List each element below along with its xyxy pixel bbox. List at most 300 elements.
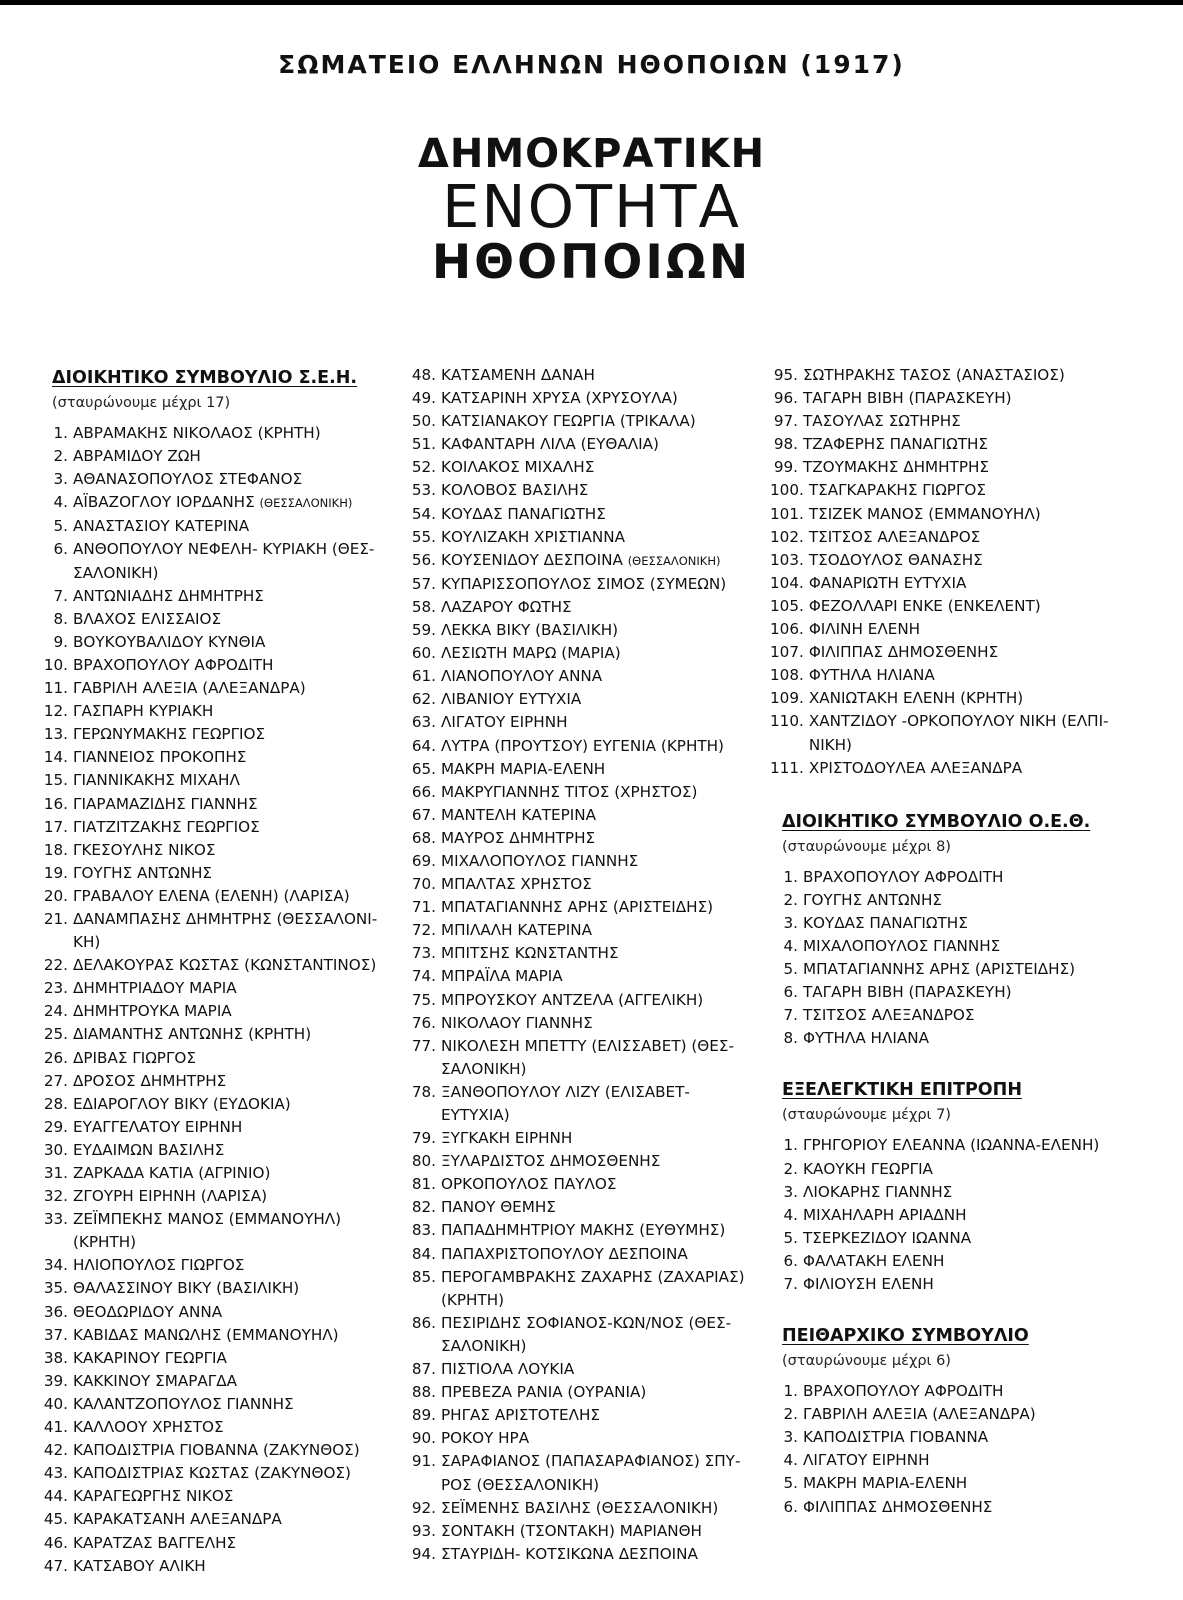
member-name: ΓΑΒΡΙΛΗ ΑΛΕΞΙΑ (ΑΛΕΞΑΝΔΡΑ) <box>73 679 306 698</box>
list-item <box>40 1485 390 1508</box>
item-number: 41. <box>43 1418 68 1437</box>
item-number: 53. <box>411 481 436 500</box>
list-item <box>770 549 1130 572</box>
list-item <box>40 862 390 885</box>
item-number: 6. <box>783 1497 798 1516</box>
list-item <box>770 1250 1130 1273</box>
member-name: ΑΝΘΟΠΟΥΛΟΥ ΝΕΦΕΛΗ- ΚΥΡΙΑΚΗ (ΘΕΣ-ΣΑΛΟΝΙΚΗ) <box>73 540 375 582</box>
list-item <box>408 1266 753 1312</box>
logo <box>0 131 1183 290</box>
item-number: 102. <box>770 527 804 546</box>
oeth-list <box>770 866 1130 1051</box>
list-item <box>40 1324 390 1347</box>
member-name: ΧΡΙΣΤΟΔΟΥΛΕΑ ΑΛΕΞΑΝΔΡΑ <box>808 758 1023 777</box>
column-1 <box>40 364 390 1578</box>
member-name: ΝΙΚΟΛΕΣΗ ΜΠΕΤΤΥ (ΕΛΙΣΣΑΒΕΤ) (ΘΕΣ-ΣΑΛΟΝΙΚΗ) <box>441 1036 734 1078</box>
member-name: ΒΡΑΧΟΠΟΥΛΟΥ ΑΦΡΟΔΙΤΗ <box>803 867 1004 886</box>
item-number: 37. <box>43 1325 68 1344</box>
member-name: ΜΑΥΡΟΣ ΔΗΜΗΤΡΗΣ <box>441 828 596 847</box>
list-item <box>40 839 390 862</box>
item-number: 22. <box>43 956 68 975</box>
item-number: 88. <box>411 1383 436 1402</box>
member-name: ΚΑΤΣΙΑΝΑΚΟΥ ΓΕΩΡΓΙΑ (ΤΡΙΚΑΛΑ) <box>441 412 696 431</box>
list-item <box>770 503 1130 526</box>
member-name: ΚΟΥΛΙΖΑΚΗ ΧΡΙΣΤΙΑΝΝΑ <box>441 527 625 546</box>
list-item <box>40 1139 390 1162</box>
list-item <box>770 364 1130 387</box>
member-name: ΑΘΑΝΑΣΟΠΟΥΛΟΣ ΣΤΕΦΑΝΟΣ <box>73 470 303 489</box>
member-name: ΠΑΝΟΥ ΘΕΜΗΣ <box>441 1198 556 1217</box>
list-item <box>40 538 390 584</box>
member-name: ΓΟΥΓΗΣ ΑΝΤΩΝΗΣ <box>803 890 943 909</box>
member-name: ΡΟΚΟΥ ΗΡΑ <box>441 1429 530 1448</box>
list-item <box>408 503 753 526</box>
column-3 <box>770 364 1130 1519</box>
member-name: ΦΙΛΙΝΗ ΕΛΕΝΗ <box>808 620 921 639</box>
item-number: 45. <box>43 1510 68 1529</box>
list-item <box>770 958 1130 981</box>
list-item <box>40 631 390 654</box>
member-name: ΖΑΡΚΑΔΑ ΚΑΤΙΑ (ΑΓΡΙΝΙΟ) <box>73 1164 271 1182</box>
item-number: 3. <box>53 470 68 489</box>
seh-heading: ΔΙΟΙΚΗΤΙΚΟ ΣΥΜΒΟΥΛΙΟ Σ.Ε.Η. <box>52 368 358 388</box>
member-name: ΡΗΓΑΣ ΑΡΙΣΤΟΤΕΛΗΣ <box>441 1406 600 1425</box>
list-item <box>408 965 753 988</box>
member-name: ΞΥΛΑΡΔΙΣΤΟΣ ΔΗΜΟΣΘΕΝΗΣ <box>441 1152 661 1171</box>
item-number: 81. <box>411 1175 436 1194</box>
item-number: 78. <box>411 1082 436 1101</box>
item-number: 83. <box>411 1221 436 1240</box>
member-name: ΚΟΙΛΑΚΟΣ ΜΙΧΑΛΗΣ <box>441 458 595 477</box>
member-name: ΒΡΑΧΟΠΟΥΛΟΥ ΑΦΡΟΔΙΤΗ <box>803 1382 1004 1401</box>
list-item <box>770 1449 1130 1472</box>
city-suffix: (ΘΕΣΣΑΛΟΝΙΚΗ) <box>627 553 721 568</box>
item-number: 93. <box>411 1521 436 1540</box>
list-item <box>40 1393 390 1416</box>
member-name: ΤΑΓΑΡΗ ΒΙΒΗ (ΠΑΡΑΣΚΕΥΗ) <box>803 983 1012 1002</box>
item-number: 85. <box>411 1267 436 1286</box>
item-number: 1. <box>783 867 798 886</box>
list-item <box>408 1150 753 1173</box>
list-item <box>408 456 753 479</box>
list-item <box>408 665 753 688</box>
item-number: 50. <box>411 412 436 431</box>
member-name: ΧΑΝΙΩΤΑΚΗ ΕΛΕΝΗ (ΚΡΗΤΗ) <box>808 689 1024 708</box>
list-item <box>770 456 1130 479</box>
member-name: ΧΑΝΤΖΙΔΟΥ -ΟΡΚΟΠΟΥΛΟΥ ΝΙΚΗ (ΕΛΠΙ-ΝΙΚΗ) <box>808 712 1109 754</box>
list-item <box>770 1496 1130 1519</box>
list-item <box>770 410 1130 433</box>
item-number: 74. <box>411 967 436 986</box>
list-item <box>40 1555 390 1578</box>
list-item <box>770 1204 1130 1227</box>
member-name: ΓΡΑΒΑΛΟΥ ΕΛΕΝΑ (ΕΛΕΝΗ) (ΛΑΡΙΣΑ) <box>73 886 350 905</box>
member-name: ΚΑΤΣΑΒΟΥ ΑΛΙΚΗ <box>73 1556 206 1575</box>
item-number: 33. <box>43 1210 68 1229</box>
member-name: ΜΑΚΡΗ ΜΑΡΙΑ-ΕΛΕΝΗ <box>441 759 606 778</box>
audit-note: (σταυρώνουμε μέχρι 7) <box>782 1107 951 1124</box>
page-title: ΣΩΜΑΤΕΙΟ ΕΛΛΗΝΩΝ ΗΘΟΠΟΙΩΝ (1917) <box>278 50 905 79</box>
item-number: 2. <box>783 1405 798 1424</box>
member-name: ΚΑΠΟΔΙΣΤΡΙΑ ΓΙΟΒΑΝΝΑ (ΖΑΚΥΝΘΟΣ) <box>73 1441 360 1460</box>
item-number: 76. <box>411 1013 436 1032</box>
member-name: ΛΙΓΑΤΟΥ ΕΙΡΗΝΗ <box>441 713 568 732</box>
item-number: 89. <box>411 1406 436 1425</box>
list-item <box>408 433 753 456</box>
member-name: ΣΩΤΗΡΑΚΗΣ ΤΑΣΟΣ (ΑΝΑΣΤΑΣΙΟΣ) <box>803 366 1065 384</box>
member-name: ΚΑΤΣΑΜΕΝΗ ΔΑΝΑΗ <box>441 366 595 384</box>
item-number: 4. <box>783 1205 798 1224</box>
list-item <box>770 387 1130 410</box>
item-number: 21. <box>43 909 68 928</box>
member-name: ΓΟΥΓΗΣ ΑΝΤΩΝΗΣ <box>73 863 213 882</box>
member-name: ΜΠΑΛΤΑΣ ΧΡΗΣΤΟΣ <box>441 875 592 894</box>
list-item <box>40 1462 390 1485</box>
item-number: 87. <box>411 1360 436 1379</box>
list-item <box>770 912 1130 935</box>
item-number: 110. <box>770 712 804 731</box>
item-number: 69. <box>411 851 436 870</box>
item-number: 71. <box>411 898 436 917</box>
list-item <box>770 618 1130 641</box>
member-name: ΚΑΠΟΔΙΣΤΡΙΑΣ ΚΩΣΤΑΣ (ΖΑΚΥΝΘΟΣ) <box>73 1464 351 1483</box>
member-name: ΜΑΚΡΥΓΙΑΝΝΗΣ ΤΙΤΟΣ (ΧΡΗΣΤΟΣ) <box>441 782 698 801</box>
member-name: ΤΣΙΖΕΚ ΜΑΝΟΣ (ΕΜΜΑΝΟΥΗΛ) <box>808 504 1041 523</box>
member-name: ΓΙΑΝΝΙΚΑΚΗΣ ΜΙΧΑΗΛ <box>73 771 240 790</box>
list-item <box>770 1181 1130 1204</box>
list-item <box>408 1219 753 1242</box>
member-name: ΠΙΣΤΙΟΛΑ ΛΟΥΚΙΑ <box>441 1360 575 1379</box>
item-number: 10. <box>43 655 68 674</box>
item-number: 103. <box>770 550 804 569</box>
oeth-heading: ΔΙΟΙΚΗΤΙΚΟ ΣΥΜΒΟΥΛΙΟ Ο.Ε.Θ. <box>782 811 1091 832</box>
list-item <box>408 1358 753 1381</box>
member-name: ΤΖΟΥΜΑΚΗΣ ΔΗΜΗΤΡΗΣ <box>803 458 989 477</box>
list-item <box>408 596 753 619</box>
item-number: 109. <box>770 689 804 708</box>
list-item <box>40 977 390 1000</box>
item-number: 3. <box>783 913 798 932</box>
list-item <box>408 1127 753 1150</box>
item-number: 64. <box>411 736 436 755</box>
member-name: ΠΡΕΒΕΖΑ ΡΑΝΙΑ (ΟΥΡΑΝΙΑ) <box>441 1383 647 1402</box>
list-item <box>770 479 1130 502</box>
item-number: 31. <box>43 1164 68 1182</box>
member-name: ΛΑΖΑΡΟΥ ΦΩΤΗΣ <box>441 597 572 616</box>
item-number: 49. <box>411 389 436 408</box>
logo-line-2: ΕΝΟΤΗΤΑ <box>442 172 741 241</box>
list-item <box>408 896 753 919</box>
member-name: ΜΠΙΛΑΛΗ ΚΑΤΕΡΙΝΑ <box>441 921 593 940</box>
list-item <box>408 387 753 410</box>
member-name: ΤΖΑΦΕΡΗΣ ΠΑΝΑΓΙΩΤΗΣ <box>803 435 989 454</box>
item-number: 57. <box>411 574 436 593</box>
member-name: ΑΒΡΑΜΑΚΗΣ ΝΙΚΟΛΑΟΣ (ΚΡΗΤΗ) <box>73 424 321 442</box>
item-number: 51. <box>411 435 436 454</box>
list-item <box>40 1532 390 1555</box>
list-item <box>40 1277 390 1300</box>
item-number: 105. <box>770 596 804 615</box>
member-name: ΜΠΡΟΥΣΚΟΥ ΑΝΤΖΕΛΑ (ΑΓΓΕΛΙΚΗ) <box>441 990 704 1009</box>
member-name: ΗΛΙΟΠΟΥΛΟΣ ΓΙΩΡΓΟΣ <box>73 1256 245 1275</box>
city-suffix: (ΘΕΣΣΑΛΟΝΙΚΗ) <box>259 496 353 511</box>
list-item <box>408 711 753 734</box>
member-name: ΘΕΟΔΩΡΙΔΟΥ ΑΝΝΑ <box>73 1302 223 1321</box>
item-number: 7. <box>783 1006 798 1025</box>
member-name: ΓΡΗΓΟΡΙΟΥ ΕΛΕΑΝΝΑ (ΙΩΑΝΝΑ-ΕΛΕΝΗ) <box>803 1136 1100 1155</box>
item-number: 20. <box>43 886 68 905</box>
member-name: ΣΑΡΑΦΙΑΝΟΣ (ΠΑΠΑΣΑΡΑΦΙΑΝΟΣ) ΣΠΥ-ΡΟΣ (ΘΕΣΣΑΛΟΝΙΚΗ) <box>441 1452 741 1494</box>
item-number: 95. <box>773 366 798 384</box>
list-item <box>40 491 390 515</box>
item-number: 17. <box>43 817 68 836</box>
member-name: ΦΙΛΙΠΠΑΣ ΔΗΜΟΣΘΕΝΗΣ <box>808 643 999 662</box>
seh-list-part-3 <box>770 364 1130 780</box>
list-item <box>770 687 1130 710</box>
member-name: ΚΑΡΑΓΕΩΡΓΗΣ ΝΙΚΟΣ <box>73 1487 234 1506</box>
item-number: 8. <box>783 1029 798 1048</box>
list-item <box>770 1158 1130 1181</box>
item-number: 68. <box>411 828 436 847</box>
item-number: 1. <box>783 1382 798 1401</box>
member-name: ΣΤΑΥΡΙΔΗ- ΚΟΤΣΙΚΩΝΑ ΔΕΣΠΟΙΝΑ <box>441 1544 698 1563</box>
item-number: 36. <box>43 1302 68 1321</box>
member-name: ΜΠΡΑΪΛΑ ΜΑΡΙΑ <box>441 967 563 986</box>
list-item <box>770 433 1130 456</box>
member-name: ΤΣΙΤΣΟΣ ΑΛΕΞΑΝΔΡΟΣ <box>808 527 981 546</box>
item-number: 1. <box>53 424 68 442</box>
member-name: ΤΑΓΑΡΗ ΒΙΒΗ (ΠΑΡΑΣΚΕΥΗ) <box>803 389 1012 408</box>
list-item <box>408 735 753 758</box>
item-number: 96. <box>773 389 798 408</box>
member-name: ΛΕΣΙΩΤΗ ΜΑΡΩ (ΜΑΡΙΑ) <box>441 644 621 663</box>
member-name: ΔΗΜΗΤΡΟΥΚΑ ΜΑΡΙΑ <box>73 1002 232 1021</box>
item-number: 34. <box>43 1256 68 1275</box>
member-name: ΜΠΑΤΑΓΙΑΝΝΗΣ ΑΡΗΣ (ΑΡΙΣΤΕΙΔΗΣ) <box>441 898 714 917</box>
item-number: 40. <box>43 1394 68 1413</box>
item-number: 5. <box>783 1228 798 1247</box>
list-item <box>408 1312 753 1358</box>
member-name: ΜΠΑΤΑΓΙΑΝΝΗΣ ΑΡΗΣ (ΑΡΙΣΤΕΙΔΗΣ) <box>803 960 1076 979</box>
list-item <box>408 1404 753 1427</box>
list-item <box>770 1134 1130 1157</box>
discipline-note: (σταυρώνουμε μέχρι 6) <box>782 1353 951 1370</box>
item-number: 94. <box>411 1544 436 1563</box>
item-number: 38. <box>43 1348 68 1367</box>
item-number: 97. <box>773 412 798 431</box>
list-item <box>408 619 753 642</box>
member-name: ΤΣΟΔΟΥΛΟΣ ΘΑΝΑΣΗΣ <box>808 550 983 569</box>
item-number: 61. <box>411 667 436 686</box>
member-name: ΞΥΓΚΑΚΗ ΕΙΡΗΝΗ <box>441 1129 573 1148</box>
list-item <box>40 677 390 700</box>
item-number: 62. <box>411 690 436 709</box>
member-name: ΚΑΛΛΟΟΥ ΧΡΗΣΤΟΣ <box>73 1418 224 1437</box>
item-number: 30. <box>43 1140 68 1159</box>
member-name: ΔΕΛΑΚΟΥΡΑΣ ΚΩΣΤΑΣ (ΚΩΝΣΤΑΝΤΙΝΟΣ) <box>73 956 377 975</box>
list-item <box>770 1004 1130 1027</box>
item-number: 2. <box>783 890 798 909</box>
list-item <box>40 769 390 792</box>
list-item <box>40 746 390 769</box>
member-name: ΒΟΥΚΟΥΒΑΛΙΔΟΥ ΚΥΝΘΙΑ <box>73 632 266 651</box>
list-item <box>40 1185 390 1208</box>
member-name: ΣΟΝΤΑΚΗ (ΤΣΟΝΤΑΚΗ) ΜΑΡΙΑΝΘΗ <box>441 1521 702 1540</box>
item-number: 11. <box>43 679 68 698</box>
member-name: ΓΙΑΡΑΜΑΖΙΔΗΣ ΓΙΑΝΝΗΣ <box>73 794 258 813</box>
list-item <box>770 595 1130 618</box>
item-number: 7. <box>783 1275 798 1293</box>
item-number: 14. <box>43 748 68 767</box>
list-item <box>770 1472 1130 1495</box>
list-item <box>408 364 753 387</box>
item-number: 72. <box>411 921 436 940</box>
member-name: ΜΙΧΑΛΟΠΟΥΛΟΣ ΓΙΑΝΝΗΣ <box>803 936 1001 955</box>
list-item <box>770 981 1130 1004</box>
item-number: 98. <box>773 435 798 454</box>
list-item <box>40 1070 390 1093</box>
member-name: ΜΙΧΑΗΛΑΡΗ ΑΡΙΑΔΝΗ <box>803 1205 967 1224</box>
item-number: 106. <box>770 620 804 639</box>
list-item <box>770 935 1130 958</box>
discipline-heading: ΠΕΙΘΑΡΧΙΚΟ ΣΥΜΒΟΥΛΙΟ <box>782 1326 1029 1347</box>
item-number: 39. <box>43 1371 68 1390</box>
item-number: 19. <box>43 863 68 882</box>
list-item <box>408 1543 753 1566</box>
list-item <box>40 1162 390 1185</box>
list-item <box>40 1301 390 1324</box>
item-number: 27. <box>43 1071 68 1090</box>
item-number: 44. <box>43 1487 68 1506</box>
oeth-section <box>770 808 1130 1051</box>
item-number: 100. <box>770 481 804 500</box>
list-item <box>770 526 1130 549</box>
item-number: 6. <box>53 540 68 559</box>
list-item <box>408 1520 753 1543</box>
member-name: ΚΑΤΣΑΡΙΝΗ ΧΡΥΣΑ (ΧΡΥΣΟΥΛΑ) <box>441 389 678 408</box>
list-item <box>40 1508 390 1531</box>
member-name: ΚΟΥΔΑΣ ΠΑΝΑΓΙΩΤΗΣ <box>803 913 968 932</box>
member-name: ΕΔΙΑΡΟΓΛΟΥ ΒΙΚΥ (ΕΥΔΟΚΙΑ) <box>73 1094 291 1113</box>
item-number: 60. <box>411 644 436 663</box>
item-number: 8. <box>53 609 68 628</box>
list-item <box>408 1497 753 1520</box>
member-name: ΛΙΟΚΑΡΗΣ ΓΙΑΝΝΗΣ <box>803 1182 953 1201</box>
member-name: ΓΙΑΤΖΙΤΖΑΚΗΣ ΓΕΩΡΓΙΟΣ <box>73 817 260 836</box>
item-number: 9. <box>53 632 68 651</box>
item-number: 63. <box>411 713 436 732</box>
member-name: ΚΑΡΑΚΑΤΣΑΝΗ ΑΛΕΞΑΝΔΡΑ <box>73 1510 282 1529</box>
item-number: 73. <box>411 944 436 963</box>
member-name: ΠΕΡΟΓΑΜΒΡΑΚΗΣ ΖΑΧΑΡΗΣ (ΖΑΧΑΡΙΑΣ) (ΚΡΗΤΗ) <box>441 1267 745 1309</box>
list-item <box>40 468 390 491</box>
logo-line-3: ΗΘΟΠΟΙΩΝ <box>431 235 752 290</box>
list-item <box>40 1370 390 1393</box>
item-number: 92. <box>411 1498 436 1517</box>
audit-section <box>770 1076 1130 1296</box>
item-number: 58. <box>411 597 436 616</box>
item-number: 6. <box>783 1251 798 1270</box>
list-item <box>408 573 753 596</box>
list-item <box>40 608 390 631</box>
list-item <box>40 908 390 954</box>
member-name: ΕΥΑΓΓΕΛΑΤΟΥ ΕΙΡΗΝΗ <box>73 1117 243 1136</box>
item-number: 52. <box>411 458 436 477</box>
item-number: 46. <box>43 1533 68 1552</box>
member-name: ΤΑΣΟΥΛΑΣ ΣΩΤΗΡΗΣ <box>803 412 961 431</box>
list-item <box>40 816 390 839</box>
item-number: 111. <box>770 758 804 777</box>
list-item <box>408 827 753 850</box>
member-name: ΦΥΤΗΛΑ ΗΛΙΑΝΑ <box>808 666 935 685</box>
item-number: 99. <box>773 458 798 477</box>
list-item <box>408 1035 753 1081</box>
item-number: 16. <box>43 794 68 813</box>
list-item <box>40 1093 390 1116</box>
list-item <box>408 1243 753 1266</box>
member-name: ΜΑΝΤΕΛΗ ΚΑΤΕΡΙΝΑ <box>441 805 596 824</box>
list-item <box>770 1426 1130 1449</box>
list-item <box>40 793 390 816</box>
list-item <box>40 515 390 538</box>
item-number: 28. <box>43 1094 68 1113</box>
list-item <box>408 873 753 896</box>
member-name: ΦΑΝΑΡΙΩΤΗ ΕΥΤΥΧΙΑ <box>808 573 967 592</box>
item-number: 84. <box>411 1244 436 1263</box>
member-name: ΛΙΑΝΟΠΟΥΛΟΥ ΑΝΝΑ <box>441 667 603 686</box>
member-name: ΓΚΕΣΟΥΛΗΣ ΝΙΚΟΣ <box>73 840 216 859</box>
item-number: 5. <box>783 1474 798 1493</box>
column-2 <box>408 364 753 1566</box>
seh-list-part-2 <box>408 364 753 1566</box>
item-number: 3. <box>783 1182 798 1201</box>
item-number: 66. <box>411 782 436 801</box>
member-name: ΖΕΪΜΠΕΚΗΣ ΜΑΝΟΣ (ΕΜΜΑΝΟΥΗΛ) (ΚΡΗΤΗ) <box>73 1210 342 1252</box>
member-name: ΓΑΒΡΙΛΗ ΑΛΕΞΙΑ (ΑΛΕΞΑΝΔΡΑ) <box>803 1405 1036 1424</box>
member-name: ΚΑΠΟΔΙΣΤΡΙΑ ΓΙΟΒΑΝΝΑ <box>803 1428 989 1447</box>
list-item <box>770 1380 1130 1403</box>
list-item <box>40 1254 390 1277</box>
list-item <box>408 942 753 965</box>
member-name: ΖΓΟΥΡΗ ΕΙΡΗΝΗ (ΛΑΡΙΣΑ) <box>73 1187 268 1206</box>
member-name: ΣΕΪΜΕΝΗΣ ΒΑΣΙΛΗΣ (ΘΕΣΣΑΛΟΝΙΚΗ) <box>441 1498 719 1517</box>
item-number: 29. <box>43 1117 68 1136</box>
member-name: ΚΑΛΑΝΤΖΟΠΟΥΛΟΣ ΓΙΑΝΝΗΣ <box>73 1394 294 1413</box>
member-name: ΦΑΛΑΤΑΚΗ ΕΛΕΝΗ <box>803 1251 945 1270</box>
oeth-note: (σταυρώνουμε μέχρι 8) <box>782 838 951 855</box>
list-item <box>770 710 1130 756</box>
list-item <box>408 1012 753 1035</box>
list-item <box>408 642 753 665</box>
member-name: ΛΙΓΑΤΟΥ ΕΙΡΗΝΗ <box>803 1451 930 1470</box>
list-item <box>40 585 390 608</box>
member-name: ΛΙΒΑΝΙΟΥ ΕΥΤΥΧΙΑ <box>441 690 582 709</box>
list-item <box>408 526 753 549</box>
item-number: 108. <box>770 666 804 685</box>
list-item <box>40 723 390 746</box>
item-number: 5. <box>783 960 798 979</box>
discipline-list <box>770 1380 1130 1519</box>
list-item <box>408 919 753 942</box>
list-item <box>770 641 1130 664</box>
member-name: ΜΙΧΑΛΟΠΟΥΛΟΣ ΓΙΑΝΝΗΣ <box>441 851 639 870</box>
item-number: 86. <box>411 1313 436 1332</box>
member-name: ΑΝΑΣΤΑΣΙΟΥ ΚΑΤΕΡΙΝΑ <box>73 517 250 536</box>
item-number: 54. <box>411 504 436 523</box>
discipline-section <box>770 1322 1130 1519</box>
list-item <box>770 572 1130 595</box>
member-name: ΤΣΕΡΚΕΖΙΔΟΥ ΙΩΑΝΝΑ <box>803 1228 972 1247</box>
